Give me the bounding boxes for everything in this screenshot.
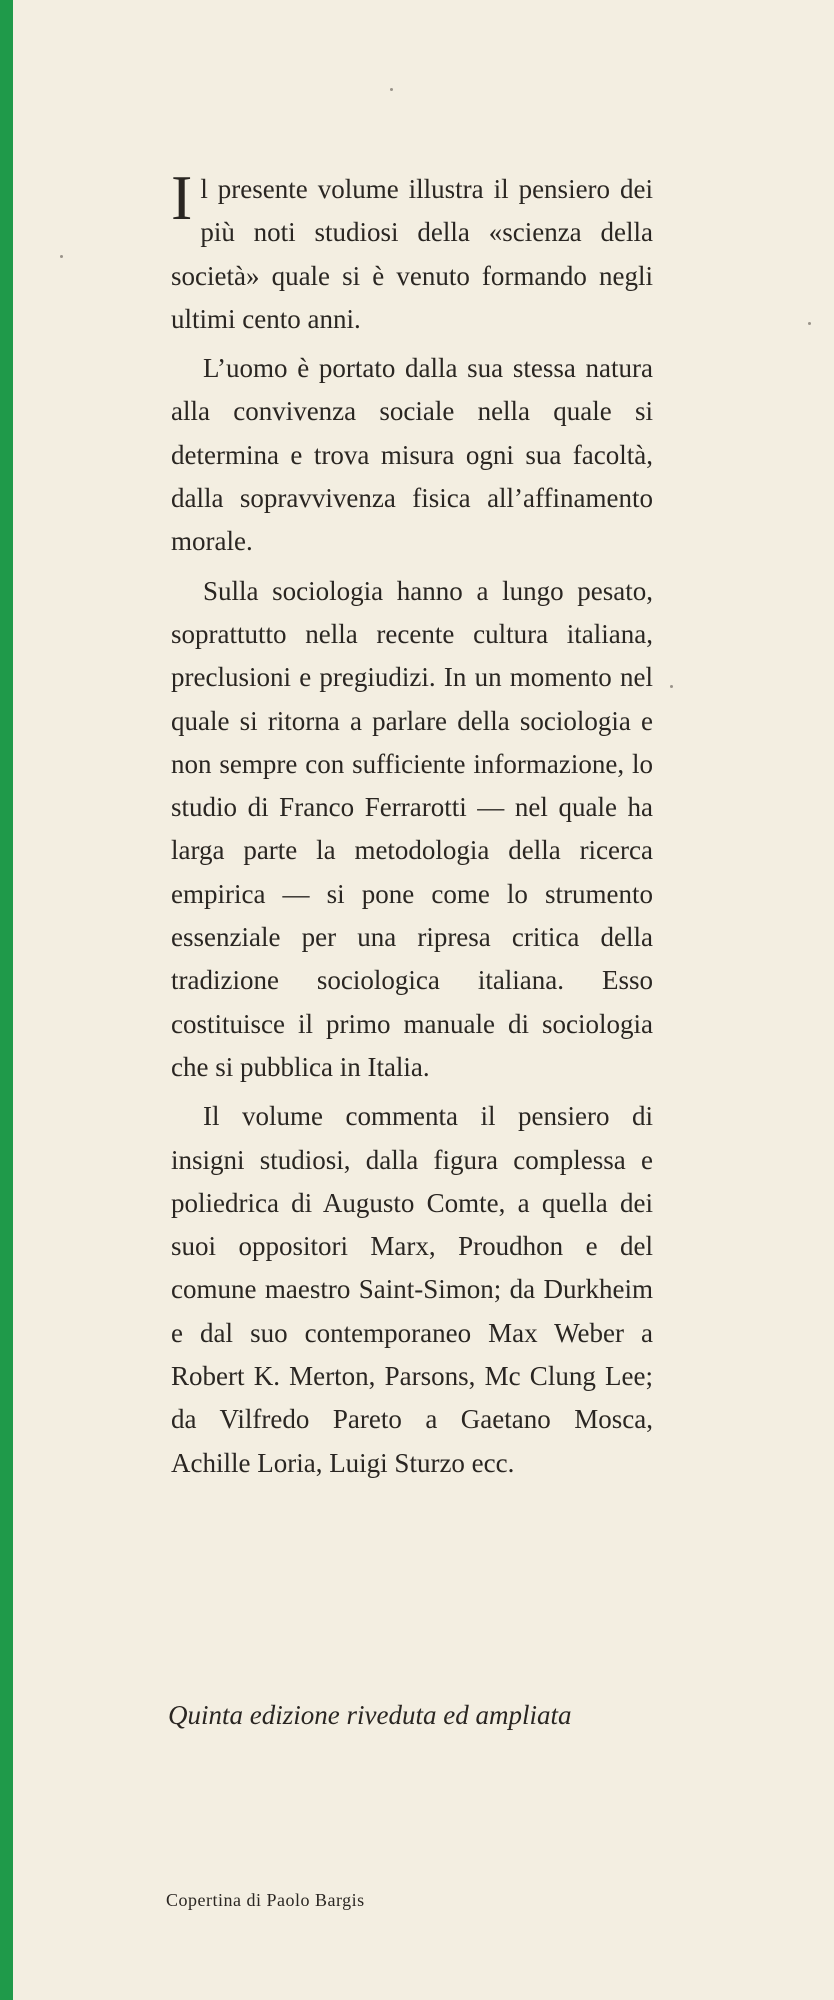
paper-speck <box>808 322 811 325</box>
paragraph-1 <box>171 162 653 341</box>
cover-credit: Copertina di Paolo Bargis <box>166 1890 365 1910</box>
paragraph-3: Sulla sociologia hanno a lungo pesato, soprattutto nella recente cultura italiana, preclusioni e pregiudizi. In un momento nel quale si ritorna a parlare della sociologia e non sempre con sufficiente informazione, lo studio di Franco Ferrarotti — nel quale ha larga parte la metodologia della ricerca empirica — si pone come lo strumento essenziale per una ripresa critica della tradizione sociologica italiana. Esso costituisce il primo manuale di sociologia che si pubblica in Italia. <box>171 575 653 1082</box>
paragraph-2: L’uomo è portato dalla sua stessa natura alla convivenza sociale nella quale si determina e trova misura ogni sua facoltà, dalla sopravvivenza fisica all’affinamento morale. <box>171 353 653 557</box>
paper-speck <box>60 255 63 258</box>
drop-cap: I <box>171 162 193 233</box>
paper-speck <box>670 685 673 688</box>
green-spine-strip <box>0 0 13 2000</box>
blurb-text <box>171 162 653 1491</box>
paragraph-4: Il volume commenta il pensiero di insigni studiosi, dalla figura complessa e poliedrica di Augusto Comte, a quella dei suoi oppositori Marx, Proudhon e del comune maestro Saint-Simon; da Durkheim e dal suo contemporaneo Max Weber a Robert K. Merton, Parsons, Mc Clung Lee; da Vilfredo Pareto a Gaetano Mosca, Achille Loria, Luigi Sturzo ecc. <box>171 1101 653 1478</box>
edition-note: Quinta edizione riveduta ed ampliata <box>168 1700 572 1730</box>
paper-speck <box>390 88 393 91</box>
paragraph-1-text: l presente volume illustra il pensiero dei più noti studiosi della «scienza della società» quale si è venuto formando negli ultimi cento anni. <box>171 174 653 334</box>
